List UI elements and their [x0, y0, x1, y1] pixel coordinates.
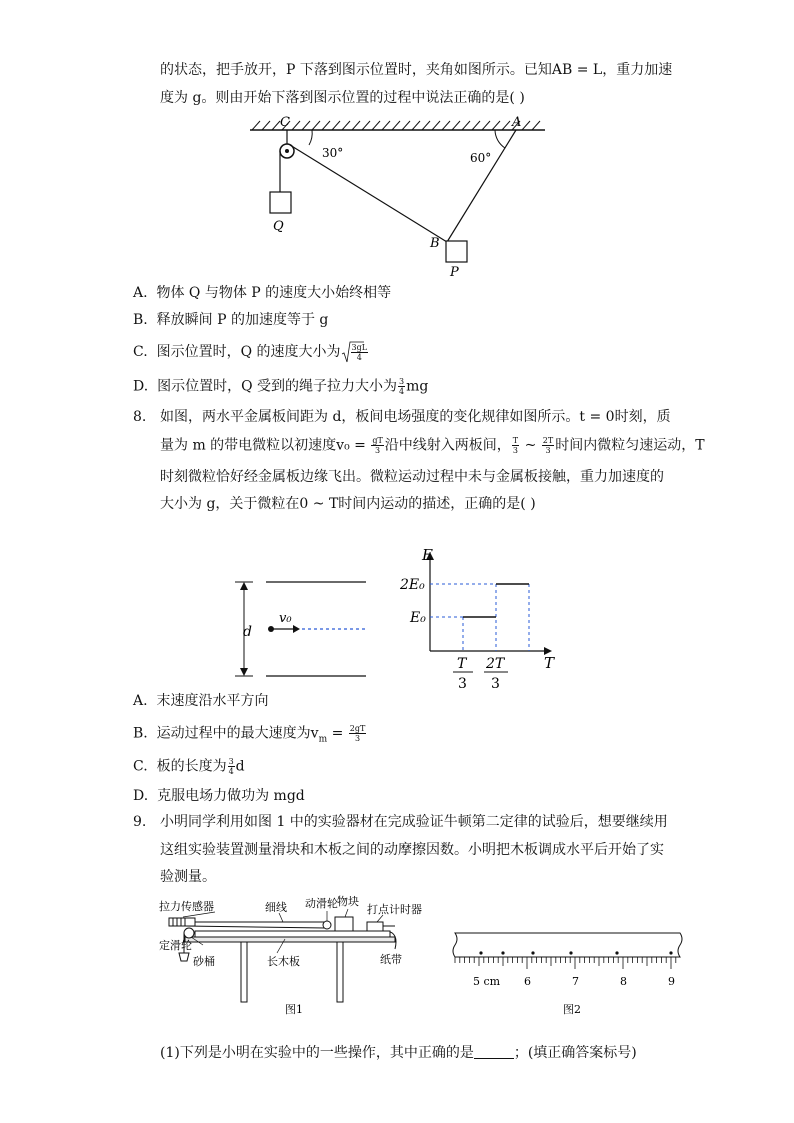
q7c-frac: $\frac{3gL}{4}$: [351, 342, 368, 362]
fig2-caption: 图2: [563, 1003, 581, 1015]
q8-option-d: D. 克服电场力做功为 mgd: [133, 788, 305, 804]
q9-text-line3: 验测量。: [160, 869, 216, 885]
q8-text-line1: 如图，两水平金属板间距为 d，板间电场强度的变化规律如图所示。t = 0时刻，质: [160, 409, 671, 425]
label-board: 长木板: [267, 955, 300, 968]
angle-c-label: 30°: [322, 146, 344, 160]
answer-blank[interactable]: [474, 1046, 514, 1059]
block-q: [270, 192, 291, 213]
label-sensor: 拉力传感器: [159, 900, 214, 913]
tick-2t3-den: 3: [491, 676, 500, 692]
q9-ruler-figure: [445, 925, 690, 1015]
ruler-tick-8: 8: [620, 975, 627, 988]
label-c: C: [280, 115, 290, 130]
q7-option-b: B. 释放瞬间 P 的加速度等于 g: [133, 312, 329, 328]
q7-option-d: D. 图示位置时，Q 受到的绳子拉力大小为 $\frac{3}{4}$ mg: [133, 377, 429, 396]
q8-option-a: A. 末速度沿水平方向: [133, 693, 269, 709]
angle-a-label: 60°: [470, 151, 492, 165]
q9-text-line1: 小明同学利用如图 1 中的实验器材在完成验证牛顿第二定律的试验后，想要继续用: [160, 814, 668, 830]
label-q: Q: [273, 219, 284, 234]
label-string: 细线: [265, 901, 287, 914]
d-label: d: [243, 624, 252, 640]
label-p: P: [450, 265, 459, 280]
q8-plates-figure: [230, 570, 380, 690]
q8-number: 8.: [133, 409, 147, 425]
q7-text-line2: 度为 g。则由开始下落到图示位置的过程中说法正确的是( ): [160, 90, 525, 106]
label-bucket: 砂桶: [193, 955, 215, 968]
q7-option-a: A. 物体 Q 与物体 P 的速度大小始终相等: [133, 285, 392, 301]
ruler-tick-9: 9: [668, 975, 675, 988]
label-a: A: [512, 115, 522, 130]
q7-option-c: C. 图示位置时，Q 的速度大小为 $\frac{3gL}{4}$: [133, 340, 369, 364]
ruler-tick-6: 6: [524, 975, 531, 988]
label-block: 物块: [337, 895, 359, 908]
q8-text-line4: 大小为 g，关于微粒在0 ~ T时间内运动的描述，正确的是( ): [160, 496, 536, 512]
label-b: B: [430, 236, 440, 251]
q8-option-b: B. 运动过程中的最大速度为$v_m$ = $\frac{2gT}{3}$: [133, 724, 366, 745]
q9-text-line2: 这组实验装置测量滑块和木板之间的动摩擦因数。小明把木板调成水平后开始了实: [160, 842, 664, 858]
q8-option-c: C. 板的长度为 $\frac{3}{4}$ d: [133, 757, 245, 776]
q8-text-line3: 时刻微粒恰好经金属板边缘飞出。微粒运动过程中未与金属板接触，重力加速度的: [160, 469, 664, 485]
q7-pulley-figure: [240, 112, 550, 282]
t-axis-label: T: [544, 654, 555, 672]
label-tape: 纸带: [380, 953, 402, 966]
fig1-caption: 图1: [285, 1003, 303, 1016]
tick-t3-num: T: [457, 656, 467, 672]
tick-2t3-num: 2T: [486, 656, 505, 672]
tick-2e0: 2E₀: [400, 577, 425, 593]
label-timer: 打点计时器: [367, 903, 422, 916]
block-p: [446, 241, 467, 262]
tick-e0: E₀: [410, 610, 426, 626]
e-axis-label: E: [422, 546, 433, 564]
q9-sub1: (1)下列是小明在实验中的一些操作，其中正确的是 ；(填正确答案标号): [160, 1045, 637, 1061]
tick-t3-den: 3: [458, 676, 467, 692]
label-fixed-pulley: 定滑轮: [159, 939, 192, 952]
q9-apparatus-figure: [155, 895, 425, 1020]
q8-field-graph: [398, 544, 568, 694]
ruler-tick-5: 5 cm: [473, 975, 501, 988]
q9-number: 9.: [133, 814, 147, 830]
v0-label: v₀: [279, 611, 292, 626]
label-moving-pulley: 动滑轮: [305, 897, 338, 910]
q7-text-line1: 的状态，把手放开，P 下落到图示位置时，夹角如图所示。已知AB = L，重力加速: [160, 62, 673, 78]
ruler-tick-7: 7: [572, 975, 579, 988]
q8-text-line2: 量为 m 的带电微粒以初速度v₀ = $\frac{gT}{3}$ 沿中线射入两板间， $\frac{T}{3}$ ~ $\frac{2T}{3}$ 时间内微粒匀速运动，T: [160, 436, 705, 455]
